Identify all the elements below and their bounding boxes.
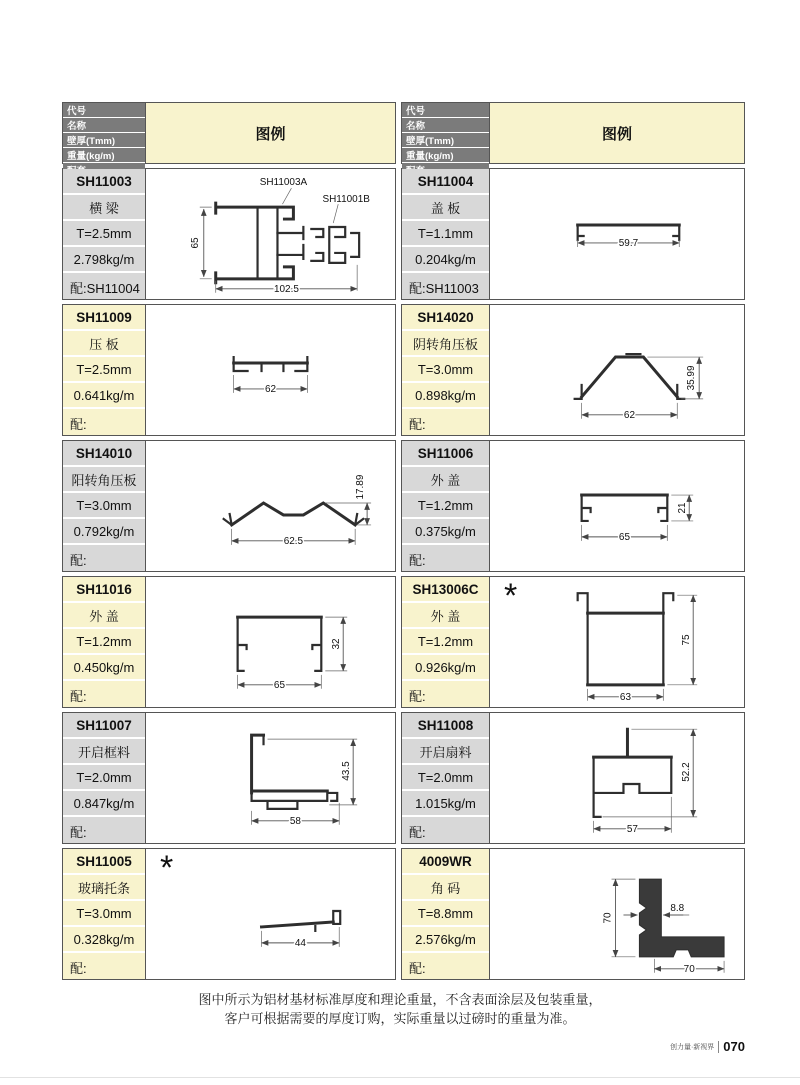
header-row-weight: 重量(kg/m) [402,148,489,162]
profile-weight: 1.015kg/m [402,791,489,815]
dim-height: 21 [677,502,689,514]
profile-thickness: T=2.0mm [63,765,145,789]
profile-code: SH11006 [402,441,489,465]
profile-code: SH14010 [63,441,145,465]
profile-weight: 0.375kg/m [402,519,489,543]
dim-height: 52.2 [681,762,693,782]
dim-height: 65 [189,237,201,249]
diagram-sh11008 [489,713,744,843]
dim-width: 58 [289,815,301,827]
profile-name: 外 盖 [63,603,145,627]
header-row-code: 代号 [63,103,145,117]
dim-height: 32 [331,638,343,650]
footnote-line1: 图中所示为铝材基材标准厚度和理论重量，不含表面涂层及包装重量， [198,992,602,1007]
profile-code: SH11009 [63,305,145,329]
profile-weight: 2.576kg/m [402,927,489,951]
profile-name: 角 码 [402,875,489,899]
profile-name: 盖 板 [402,195,489,219]
profile-thickness: T=3.0mm [63,901,145,925]
dim-width: 63 [619,691,632,703]
profile-weight: 2.798kg/m [63,247,145,271]
profile-match: 配: [402,953,489,979]
dim-width: 44 [294,937,306,949]
entry-4009wr [401,848,745,980]
profile-code: SH11005 [63,849,145,873]
profile-name: 外 盖 [402,603,489,627]
dim-width: 57 [626,823,638,835]
dim-width: 70 [683,963,695,975]
profile-thickness: T=1.2mm [402,493,489,517]
entry-sh14020 [401,304,745,436]
brand-slogan: 创力量·新视界 [669,1043,715,1051]
part-label-a: SH11003A [259,177,308,189]
profile-weight: 0.792kg/m [63,519,145,543]
profile-weight: 0.204kg/m [402,247,489,271]
profile-match: 配: [63,953,145,979]
diagram-sh11007 [145,713,395,843]
table-right-half [401,102,745,984]
dim-width: 62.5 [283,535,304,547]
profile-weight: 0.847kg/m [63,791,145,815]
profile-weight: 0.641kg/m [63,383,145,407]
header-row-name: 名称 [63,118,145,132]
entry-sh11005 [62,848,396,980]
table-left-half [62,102,396,984]
profile-match: 配: [63,409,145,435]
profile-code: SH11007 [63,713,145,737]
profile-name: 开启框料 [63,739,145,763]
footnote-line2: 客户可根据需要的厚度订购，实际重量以过磅时的重量为准。 [224,1011,576,1026]
dim-width: 62 [623,409,635,421]
header-label-column [63,103,145,163]
profile-code: 4009WR [402,849,489,873]
diagram-4009wr [489,849,744,979]
bottom-rule [0,1077,800,1078]
profile-name: 玻璃托条 [63,875,145,899]
profile-code: SH14020 [402,305,489,329]
header-row-thickness: 壁厚(Tmm) [63,133,145,147]
entry-sh13006c [401,576,745,708]
header-row-code: 代号 [402,103,489,117]
asterisk-mark: * [160,849,174,887]
profile-thickness: T=2.5mm [63,357,145,381]
dim-height: 43.5 [341,761,353,781]
profile-code: SH11016 [63,577,145,601]
footnote [0,990,800,1028]
dim-height: 75 [681,634,693,646]
profile-thickness: T=8.8mm [402,901,489,925]
profile-name: 压 板 [63,331,145,355]
profile-thickness: T=1.1mm [402,221,489,245]
entry-sh11009 [62,304,396,436]
profile-code: SH11004 [402,169,489,193]
dim-width: 102.5 [273,283,299,295]
part-label-b: SH11001B [322,194,370,206]
dim-thickness: 8.8 [670,903,685,915]
entry-sh11003 [62,168,396,300]
header-row-thickness: 壁厚(Tmm) [402,133,489,147]
entry-sh14010 [62,440,396,572]
entry-sh11008 [401,712,745,844]
profile-thickness: T=2.5mm [63,221,145,245]
header-right [401,102,745,164]
profile-weight: 0.328kg/m [63,927,145,951]
profile-thickness: T=3.0mm [63,493,145,517]
header-row-weight: 重量(kg/m) [63,148,145,162]
page-number: 070 [723,1039,745,1054]
entry-sh11004 [401,168,745,300]
dim-width: 62 [264,383,277,395]
profile-match: 配: [402,817,489,843]
entry-sh11016 [62,576,396,708]
page-footer [670,1039,745,1054]
profile-thickness: T=1.2mm [63,629,145,653]
header-label-column [402,103,489,163]
footer-divider [718,1041,719,1053]
dim-height: 35.99 [686,365,698,391]
profile-name: 横 梁 [63,195,145,219]
diagram-sh11004 [489,169,744,299]
legend-header: 图例 [145,103,395,163]
profile-thickness: T=1.2mm [402,629,489,653]
entry-sh11007 [62,712,396,844]
profile-code: SH11003 [63,169,145,193]
dim-height: 70 [602,912,614,924]
dim-width: 65 [618,531,631,543]
profile-thickness: T=2.0mm [402,765,489,789]
profile-weight: 0.926kg/m [402,655,489,679]
profile-code: SH11008 [402,713,489,737]
profile-match: 配:SH11003 [402,273,489,299]
profile-name: 外 盖 [402,467,489,491]
profile-weight: 0.898kg/m [402,383,489,407]
diagram-sh14020 [489,305,744,435]
profile-thickness: T=3.0mm [402,357,489,381]
profile-name: 阴转角压板 [402,331,489,355]
dim-width: 65 [273,679,286,691]
profile-code: SH13006C [402,577,489,601]
diagram-sh14010 [145,441,395,571]
profile-name: 开启扇料 [402,739,489,763]
diagram-sh11005 [145,849,395,979]
header-row-name: 名称 [402,118,489,132]
profile-name: 阳转角压板 [63,467,145,491]
asterisk-mark: * [504,577,518,615]
profile-match: 配: [402,681,489,707]
dim-height: 17.89 [355,474,367,500]
profile-match: 配: [402,545,489,571]
diagram-sh13006c [489,577,744,707]
profile-weight: 0.450kg/m [63,655,145,679]
entry-sh11006 [401,440,745,572]
diagram-sh11016 [145,577,395,707]
profile-match: 配: [63,545,145,571]
diagram-sh11003 [145,169,395,299]
profile-match: 配: [63,817,145,843]
profile-match: 配:SH11004 [63,273,145,299]
diagram-sh11009 [145,305,395,435]
legend-header: 图例 [489,103,744,163]
profile-match: 配: [402,409,489,435]
profile-match: 配: [63,681,145,707]
dim-width: 59.7 [618,237,639,249]
diagram-sh11006 [489,441,744,571]
header-left [62,102,396,164]
